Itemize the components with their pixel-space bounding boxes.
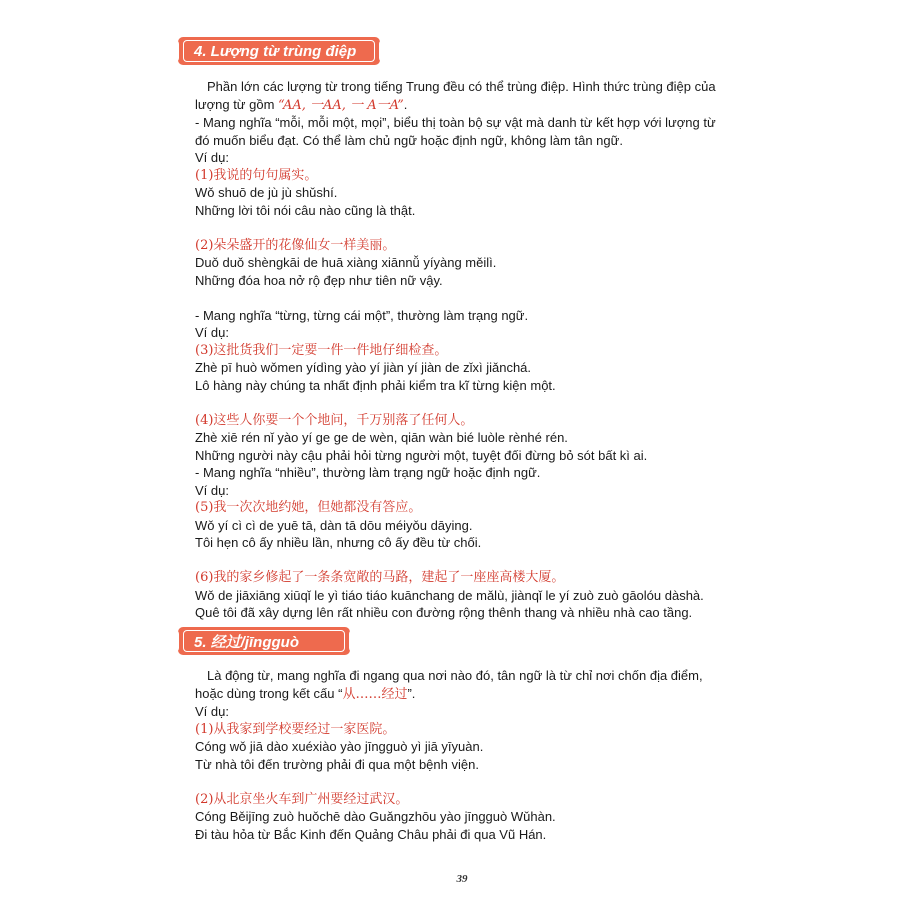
section-4-heading (178, 37, 380, 65)
section-4-body (195, 78, 740, 622)
section-5-body (195, 667, 740, 843)
example-translation: Lô hàng này chúng ta nhất định phải kiểm tra kĩ từng kiện một. (195, 377, 556, 393)
meaning-line: đó muốn biểu đạt. Có thể làm chủ ngữ hoặc định ngữ, không làm tân ngữ. (195, 132, 623, 148)
example-translation: Tôi hẹn cô ấy nhiều lần, nhưng cô ấy đều từ chối. (195, 535, 482, 550)
example-label: Ví dụ: (195, 482, 229, 498)
text-span: . (403, 96, 408, 112)
page-number: 39 (456, 873, 468, 885)
example-chinese: (6)我的家乡修起了一条条宽敞的马路，建起了一座座高楼大厦。 (195, 570, 565, 585)
reduplication-forms: “AA, 一AA, 一 A一A” (278, 97, 404, 113)
example-translation: Đi tàu hỏa từ Bắc Kinh đến Quảng Châu phải đi qua Vũ Hán. (195, 826, 547, 842)
example-chinese: (1)从我家到学校要经过一家医院。 (195, 721, 396, 737)
text-span: lượng từ gồm (195, 96, 279, 112)
example-pinyin: Cóng Běijīng zuò huǒchē dào Guǎngzhōu yào jīngguò Wǔhàn. (195, 809, 556, 824)
text-span: hoặc dùng trong kết cấu “ (195, 685, 343, 701)
example-pinyin: Cóng wǒ jiā dào xuéxiào yào jīngguò yì jiā yīyuàn. (195, 739, 484, 754)
example-chinese: (4)这些人你要一个个地问，千万别落了任何人。 (195, 412, 474, 428)
structure-pattern: 从……经过 (342, 686, 408, 702)
example-pinyin: Wǒ yí cì cì de yuē tā, dàn tā dōu méiyǒu dāying. (195, 517, 473, 533)
example-label: Ví dụ: (195, 150, 229, 165)
meaning-line: - Mang nghĩa “mỗi, mỗi một, mọi”, biểu thị toàn bộ sự vật mà danh từ kết hợp với lượng từ (195, 115, 716, 130)
example-chinese: (2)从北京坐火车到广州要经过武汉。 (195, 791, 409, 807)
meaning-line: - Mang nghĩa “từng, từng cái một”, thường làm trạng ngữ. (195, 307, 529, 323)
paragraph-line (195, 685, 740, 704)
paragraph-line (195, 96, 740, 115)
example-pinyin: Zhè pī huò wǒmen yídìng yào yí jiàn yí jiàn de zǐxì jiǎnchá. (195, 360, 532, 375)
meaning-line: - Mang nghĩa “nhiều”, thường làm trạng ngữ hoặc định ngữ. (195, 465, 541, 480)
example-label: Ví dụ: (195, 704, 229, 719)
example-pinyin: Duǒ duǒ shèngkāi de huā xiàng xiānnǚ yíyàng měilì. (195, 255, 497, 270)
paragraph-line: Phần lớn các lượng từ trong tiếng Trung đều có thể trùng điệp. Hình thức trùng điệp của (207, 79, 716, 94)
example-label: Ví dụ: (195, 325, 229, 340)
example-pinyin: Wǒ shuō de jù jù shǔshí. (195, 185, 338, 200)
example-translation: Từ nhà tôi đến trường phải đi qua một bệnh viện. (195, 756, 479, 772)
example-chinese: (1)我说的句句属实。 (195, 167, 318, 183)
example-translation: Quê tôi đã xây dựng lên rất nhiều con đường rộng thênh thang và nhiều nhà cao tầng. (195, 605, 693, 620)
example-translation: Những đóa hoa nở rộ đẹp như tiên nữ vậy. (195, 272, 443, 288)
example-chinese: (5)我一次次地约她，但她都没有答应。 (195, 500, 422, 515)
example-chinese: (3)这批货我们一定要一件一件地仔细检查。 (195, 342, 448, 358)
paragraph-line: Là động từ, mang nghĩa đi ngang qua nơi nào đó, tân ngữ là từ chỉ nơi chốn địa điểm, (207, 668, 703, 683)
example-translation: Những người này cậu phải hỏi từng người một, tuyệt đối đừng bỏ sót bất kì ai. (195, 447, 648, 463)
example-pinyin: Zhè xiē rén nǐ yào yí ge ge de wèn, qiān wàn bié luòle rènhé rén. (195, 430, 568, 445)
example-translation: Những lời tôi nói câu nào cũng là thật. (195, 202, 416, 218)
section-5-heading (178, 627, 350, 655)
section-5-title: 5. 经过/jīngguò (194, 633, 299, 651)
text-span: ”. (407, 685, 416, 701)
example-pinyin: Wǒ de jiāxiāng xiūqǐ le yì tiáo tiáo kuānchang de mǎlù, jiànqǐ le yí zuò zuò gāolóu dàshà. (195, 587, 704, 603)
example-chinese: (2)朵朵盛开的花像仙女一样美丽。 (195, 237, 396, 253)
section-4-title: 4. Lượng từ trùng điệp (194, 42, 357, 60)
